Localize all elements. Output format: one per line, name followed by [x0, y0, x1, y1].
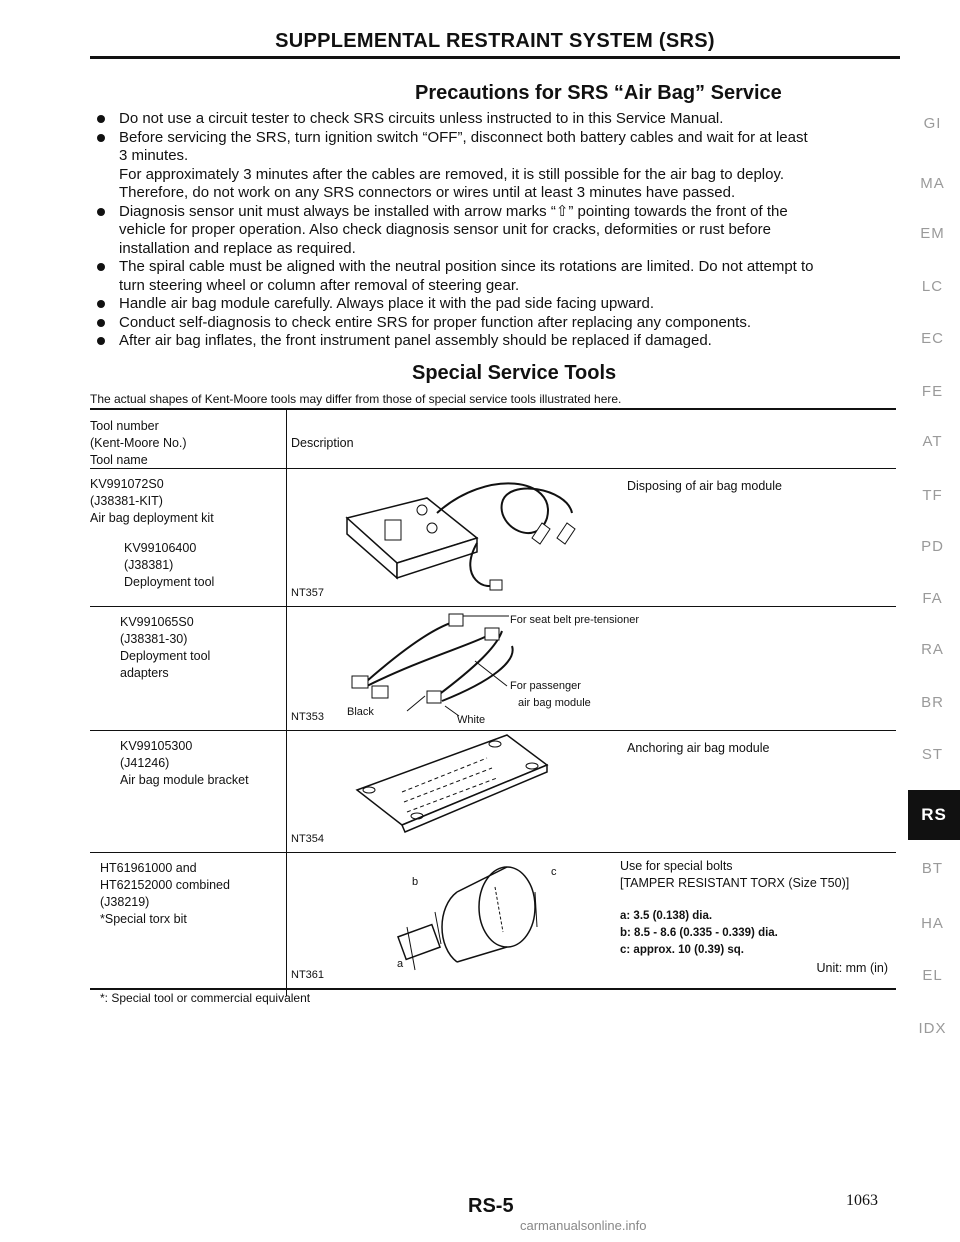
unit-label: Unit: mm (in) — [816, 961, 888, 975]
tool-description-line: [TAMPER RESISTANT TORX (Size T50)] — [620, 876, 850, 890]
tool-number-cell — [90, 468, 287, 614]
page-header-title: SUPPLEMENTAL RESTRAINT SYSTEM (SRS) — [275, 30, 715, 52]
description-cell — [287, 468, 896, 606]
label-air-bag-module: air bag module — [518, 697, 591, 709]
section-tab-st[interactable]: ST — [921, 746, 944, 763]
section-tab-fa[interactable]: FA — [922, 590, 943, 607]
bullet-dot — [97, 134, 105, 142]
tool-line: (J41246) — [120, 756, 170, 770]
tool-line: adapters — [120, 666, 169, 680]
description-cell — [287, 730, 896, 852]
illustration-code: NT361 — [291, 969, 325, 981]
section-tab-gi[interactable]: GI — [923, 115, 942, 132]
table-header-row — [90, 410, 896, 469]
label-white: White — [457, 714, 486, 726]
precaution-line: Therefore, do not work on any SRS connectors or wires until at least 3 minutes have passed. — [119, 184, 736, 201]
header-rule — [90, 56, 900, 59]
tool-line: KV99105300 — [120, 739, 193, 753]
page-number: 1063 — [846, 1192, 878, 1209]
section-tab-lc[interactable]: LC — [921, 278, 944, 295]
section-tab-ha[interactable]: HA — [921, 915, 944, 932]
tool-number-cell — [90, 730, 287, 860]
precaution-item — [95, 110, 905, 129]
section-tab-br[interactable]: BR — [921, 694, 944, 711]
illustration-code: NT353 — [291, 711, 325, 723]
description-cell — [287, 606, 896, 730]
section-tab-ec[interactable]: EC — [921, 330, 944, 347]
section-tab-ra[interactable]: RA — [921, 641, 944, 658]
tool-description — [620, 858, 849, 892]
section-tab-fe[interactable]: FE — [921, 383, 944, 400]
tool-number-cell — [90, 606, 287, 738]
section-tab-pd[interactable]: PD — [921, 538, 944, 555]
tool-line: Deployment tool — [124, 575, 215, 589]
precaution-line: Handle air bag module carefully. Always place it with the pad side facing upward. — [119, 295, 655, 312]
tool-line: KV991065S0 — [120, 615, 194, 629]
header-right — [287, 410, 896, 468]
watermark: carmanualsonline.info — [520, 1218, 647, 1233]
tool-line: KV991072S0 — [90, 477, 164, 491]
tool-line: *Special torx bit — [100, 912, 187, 926]
bullet-dot — [97, 319, 105, 327]
dimension-list — [620, 908, 778, 959]
precautions-title: Precautions for SRS “Air Bag” Service — [415, 82, 782, 104]
precaution-line: turn steering wheel or column after removal of steering gear. — [119, 276, 520, 294]
header-left-line: (Kent-Moore No.) — [90, 436, 187, 450]
precaution-item — [95, 203, 905, 259]
precaution-line: Diagnosis sensor unit must always be installed with arrow marks “⇧” pointing towards the front of the — [119, 202, 788, 220]
header-left-line: Tool number — [90, 419, 159, 433]
description-cell — [287, 852, 896, 988]
tool-line: (J38381-KIT) — [90, 494, 163, 508]
section-tab-ma[interactable]: MA — [920, 175, 945, 192]
precaution-item — [95, 129, 905, 203]
tools-intro: The actual shapes of Kent-Moore tools may differ from those of special service tools illustrated here. — [90, 392, 622, 406]
precaution-line: Conduct self-diagnosis to check entire SRS for proper function after replacing any components. — [119, 313, 752, 331]
precaution-item — [95, 295, 905, 314]
precaution-line: vehicle for proper operation. Also check diagnosis sensor unit for cracks, deformities or rust before — [119, 221, 771, 238]
table-row — [90, 606, 896, 731]
section-tab-bt[interactable]: BT — [921, 860, 944, 877]
precaution-item — [95, 314, 905, 333]
dimension-line: a: 3.5 (0.138) dia. — [620, 910, 713, 922]
tool-line: HT62152000 combined — [100, 878, 230, 892]
precaution-line: For approximately 3 minutes after the cables are removed, it is still possible for the air bag to deploy. — [119, 165, 785, 183]
tool-line: (J38219) — [100, 895, 150, 909]
tool-line: Air bag deployment kit — [90, 511, 214, 525]
illustration-code: NT357 — [291, 587, 325, 599]
label-black: Black — [347, 706, 374, 718]
tool-number-cell — [90, 852, 287, 996]
dimension-line: c: approx. 10 (0.39) sq. — [620, 944, 744, 956]
tool-line: KV99106400 — [124, 541, 197, 555]
precaution-item — [95, 258, 905, 295]
precaution-line: 3 minutes. — [119, 147, 189, 164]
header-left-line: Tool name — [90, 453, 148, 467]
module-bracket-illustration — [347, 730, 607, 850]
deployment-kit-illustration — [327, 468, 627, 602]
illustration-code: NT354 — [291, 833, 325, 845]
table-row — [90, 468, 896, 607]
precaution-line: After air bag inflates, the front instrument panel assembly should be replaced if damaged. — [119, 332, 712, 349]
precaution-line: Before servicing the SRS, turn ignition switch “OFF”, disconnect both battery cables and wait for at least — [119, 128, 808, 146]
section-tab-el[interactable]: EL — [922, 967, 943, 984]
header-description: Description — [291, 436, 354, 450]
precaution-item — [95, 332, 905, 351]
label-seat-belt: For seat belt pre-tensioner — [510, 614, 640, 626]
torx-bit-illustration — [377, 852, 577, 986]
precaution-line: installation and replace as required. — [119, 239, 356, 257]
footnote: *: Special tool or commercial equivalent — [100, 991, 311, 1005]
tool-line: (J38381-30) — [120, 632, 188, 646]
dimension-letter-b: b — [412, 876, 419, 888]
page-code: RS-5 — [468, 1195, 514, 1217]
tool-line: (J38381) — [124, 558, 174, 572]
precautions-list — [95, 110, 905, 351]
label-passenger: For passenger — [510, 680, 581, 692]
bullet-dot — [97, 300, 105, 308]
tool-line: HT61961000 and — [100, 861, 197, 875]
dimension-line: b: 8.5 - 8.6 (0.335 - 0.339) dia. — [620, 927, 778, 939]
section-tab-idx[interactable]: IDX — [918, 1020, 947, 1037]
dimension-letter-a: a — [397, 958, 404, 970]
precaution-line: The spiral cable must be aligned with the neutral position since its rotations are limited. Do not attempt to — [119, 258, 814, 275]
header-left — [90, 410, 287, 476]
precaution-line: Do not use a circuit tester to check SRS circuits unless instructed to in this Service Manual. — [119, 110, 724, 127]
table-row — [90, 730, 896, 853]
bullet-dot — [97, 337, 105, 345]
tool-line: Air bag module bracket — [120, 773, 249, 787]
section-tab-rs[interactable]: RS — [908, 790, 960, 840]
table-row — [90, 852, 896, 990]
tools-title: Special Service Tools — [412, 362, 617, 384]
bullet-dot — [97, 263, 105, 271]
tool-description: Disposing of air bag module — [627, 479, 782, 493]
section-tab-at[interactable]: AT — [922, 433, 943, 450]
dimension-letter-c: c — [551, 866, 557, 878]
bullet-dot — [97, 208, 105, 216]
section-tab-tf[interactable]: TF — [922, 487, 943, 504]
bullet-dot — [97, 115, 105, 123]
tool-description: Anchoring air bag module — [627, 741, 770, 755]
section-tab-em[interactable]: EM — [920, 225, 945, 242]
tool-description-line: Use for special bolts — [620, 859, 733, 873]
tool-line: Deployment tool — [120, 649, 211, 663]
